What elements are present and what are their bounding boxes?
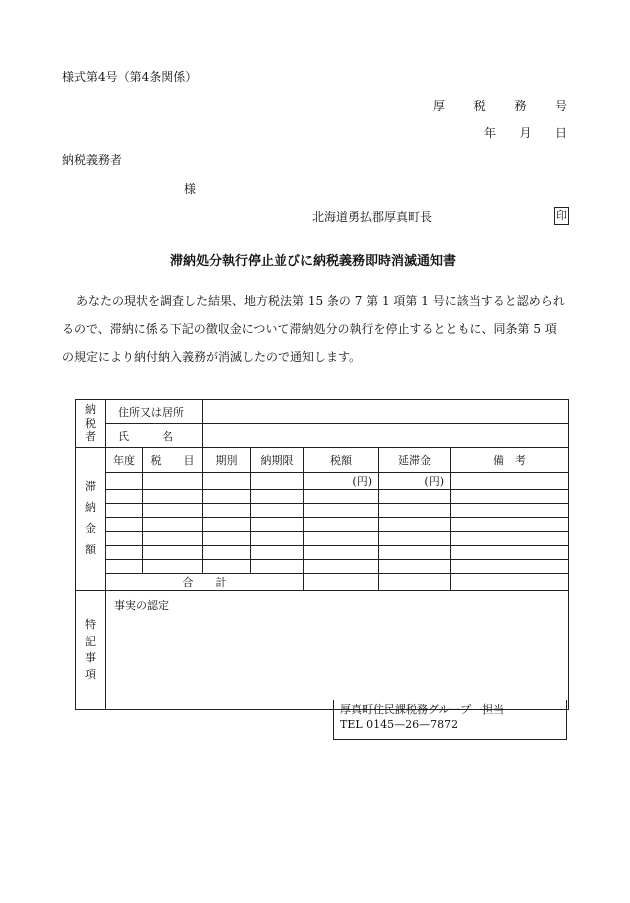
table-row [76, 560, 569, 574]
contact-phone: TEL 0145—26—7872 [340, 718, 459, 731]
document-title: 滞納処分執行停止並びに納税義務即時消滅通知書 [170, 254, 457, 269]
unit-label: (円) [304, 473, 379, 490]
address-field [203, 400, 569, 424]
column-header: 税額 [304, 448, 379, 473]
taxpayer-section-label: 納 税 者 [76, 400, 106, 448]
name-field [203, 424, 569, 448]
table-row [76, 490, 569, 504]
column-header: 年度 [106, 448, 143, 473]
arrears-section-label: 滞 納 金 額 [76, 448, 106, 591]
column-header: 期別 [203, 448, 251, 473]
table-row [76, 518, 569, 532]
notes-text: 事実の認定 [106, 591, 569, 710]
table-row [76, 473, 569, 490]
date-month-label: 月 [519, 126, 532, 140]
body-line: るので、滞納に係る下記の徴収金について滞納処分の執行を停止するとともに、同条第 5 項 [62, 322, 557, 336]
table-row [76, 546, 569, 560]
arrears-table [75, 399, 569, 710]
contact-department: 厚真町住民課税務グループ 担当 [340, 703, 505, 716]
total-label: 合 計 [106, 574, 304, 591]
honorific: 様 [184, 182, 197, 196]
body-line: あなたの現状を調査した結果、地方税法第 15 条の 7 第 1 項第 1 号に該当すると認められ [76, 294, 565, 308]
body-line: の規定により納付納入義務が消滅したので通知します。 [62, 350, 362, 364]
issue-date [484, 124, 567, 141]
issuer: 北海道勇払郡厚真町長 [312, 210, 433, 224]
column-header: 備 考 [451, 448, 569, 473]
taxpayer-label: 納税義務者 [62, 153, 123, 167]
address-label: 住所又は居所 [106, 400, 203, 424]
table-row [76, 532, 569, 546]
seal-mark: 印 [554, 207, 569, 225]
date-year-label: 年 [484, 126, 497, 140]
contact-box [333, 700, 567, 740]
doc-number-char: 厚 [433, 99, 446, 113]
date-day-label: 日 [554, 126, 567, 140]
notes-section-label: 特 記 事 項 [76, 591, 106, 710]
doc-number-char: 務 [514, 99, 527, 113]
document-number [433, 97, 567, 114]
column-header: 納期限 [251, 448, 304, 473]
column-header: 延滞金 [379, 448, 451, 473]
table-row [76, 504, 569, 518]
column-header: 税 目 [143, 448, 203, 473]
form-number: 様式第4号（第4条関係） [62, 70, 198, 84]
total-row [76, 574, 569, 591]
doc-number-char: 税 [473, 99, 486, 113]
name-label: 氏 名 [106, 424, 203, 448]
unit-label: (円) [379, 473, 451, 490]
doc-number-char: 号 [554, 99, 567, 113]
